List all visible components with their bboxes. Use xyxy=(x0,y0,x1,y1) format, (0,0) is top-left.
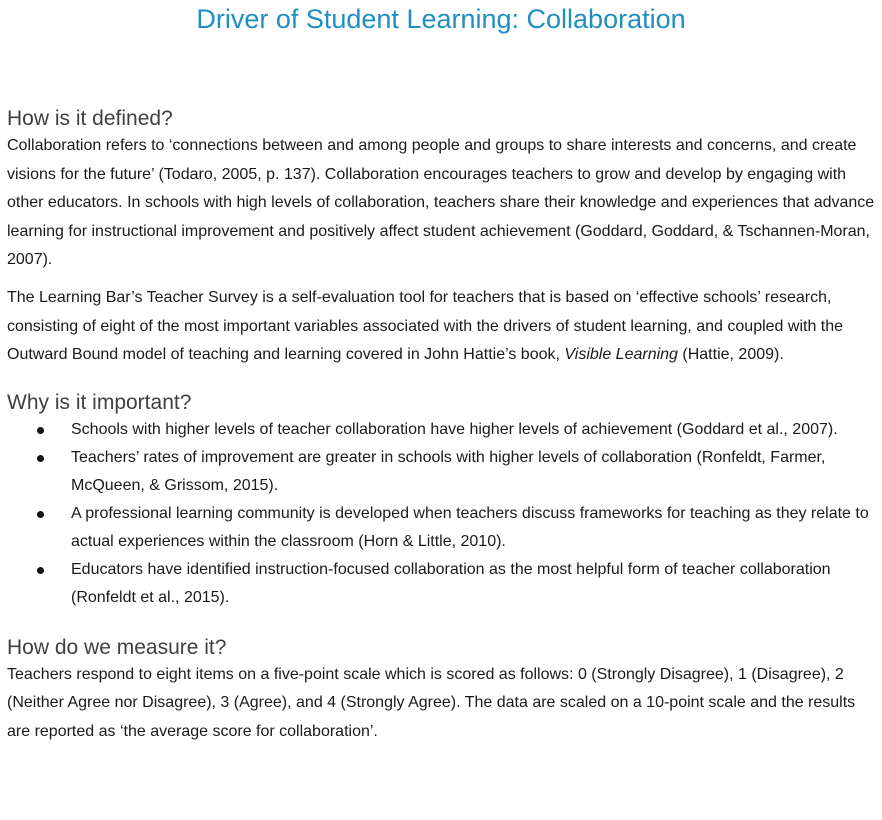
section-heading-how-defined: How is it defined? xyxy=(7,107,173,130)
survey-paragraph-citation: (Hattie, 2009). xyxy=(677,346,784,364)
survey-paragraph xyxy=(7,284,875,370)
measurement-paragraph: Teachers respond to eight items on a five-point scale which is scored as follows: 0 (Strongly Disagree), 1 (Disagree), 2 (Neither Agree nor Disagree), 3 (Agree), and 4 (Strongly Agree). The data are scaled on a 10-point scale and the results are reported as ‘the average score for collaboration’. xyxy=(7,665,856,740)
bullet-item-text: A professional learning community is developed when teachers discuss frameworks for teaching as they relate to actual experiences within the classroom (Horn & Little, 2010). xyxy=(71,504,869,550)
bullet-item-text: Schools with higher levels of teacher collaboration have higher levels of achievement (Goddard et al., 2007). xyxy=(71,420,838,438)
document-page xyxy=(7,0,875,747)
section-heading-why-important: Why is it important? xyxy=(7,390,192,414)
bullet-item xyxy=(7,444,875,500)
bullet-item xyxy=(7,500,875,556)
bullet-dot-icon xyxy=(37,511,44,518)
survey-paragraph-text: The Learning Bar’s Teacher Survey is a self-evaluation tool for teachers that is based on ‘effective schools’ research, consisting of eight of the most important variables associated with the drivers of student learning, and coupled with the Outward Bound model of teaching and learning covered in John Hattie’s book, xyxy=(7,288,844,364)
bullet-dot-icon xyxy=(37,455,44,462)
bullet-dot-icon xyxy=(37,567,44,574)
bullet-item-text: Teachers’ rates of improvement are greater in schools with higher levels of collaboration (Ronfeldt, Farmer, McQueen, & Grissom, 2015). xyxy=(71,448,826,494)
section-how-defined xyxy=(7,106,875,370)
bullet-dot-icon xyxy=(37,427,44,434)
bullet-item xyxy=(7,416,875,444)
section-how-measure xyxy=(7,635,875,747)
bullet-item-text: Educators have identified instruction-focused collaboration as the most helpful form of teacher collaboration (Ronfeldt et al., 2015). xyxy=(71,560,831,606)
book-title: Visible Learning xyxy=(564,346,678,364)
section-heading-how-measure: How do we measure it? xyxy=(7,635,227,659)
document-title: Driver of Student Learning: Collaboration xyxy=(196,4,686,34)
section-why-important xyxy=(7,390,875,612)
importance-bullet-list xyxy=(7,416,875,612)
definition-paragraph: Collaboration refers to ‘connections between and among people and groups to share interests and concerns, and create visions for the future’ (Todaro, 2005, p. 137). Collaboration encourages teachers to grow and develop by engaging with other educators. In schools with high levels of collaboration, teachers share their knowledge and experiences that advance learning for instructional improvement and positively affect student achievement (Goddard, Goddard, & Tschannen-Moran, 2007). xyxy=(7,137,875,269)
bullet-item xyxy=(7,556,875,612)
